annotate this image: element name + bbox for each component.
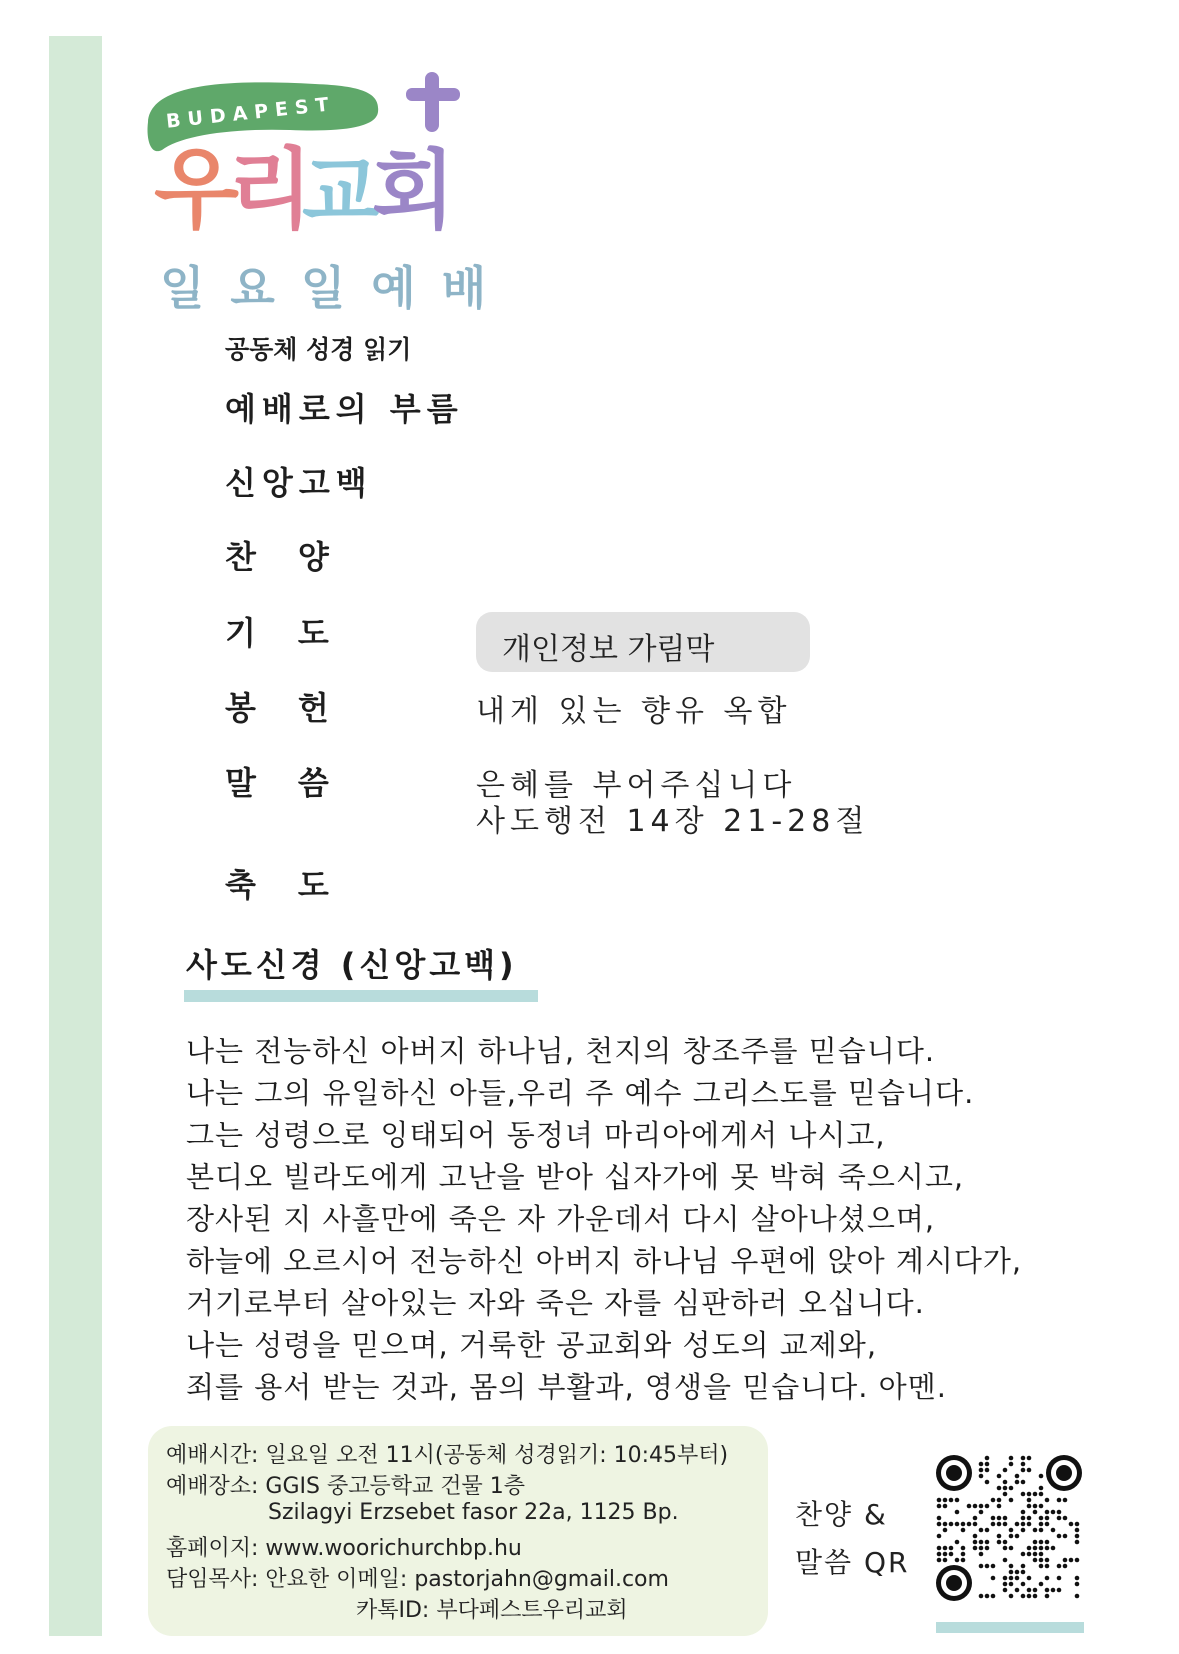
privacy-mask-label: 개인정보 가림막 <box>502 632 715 667</box>
order-sermon: 말씀 <box>225 764 371 802</box>
order-praise: 찬양 <box>225 538 371 576</box>
creed-title: 사도신경 (신앙고백) <box>186 946 518 984</box>
privacy-mask <box>476 612 810 672</box>
creed-line: 본디오 빌라도에게 고난을 받아 십자가에 못 박혀 죽으시고, <box>186 1160 965 1194</box>
qr-label-sermon: 말씀 QR <box>795 1546 910 1579</box>
creed-line: 하늘에 오르시어 전능하신 아버지 하나님 우편에 앉아 계시다가, <box>186 1244 1023 1278</box>
logo-city-text: BUDAPEST <box>165 93 337 133</box>
qr-code[interactable] <box>936 1455 1082 1601</box>
creed-line: 나는 전능하신 아버지 하나님, 천지의 창조주를 믿습니다. <box>186 1034 936 1068</box>
homepage-link[interactable]: 홈페이지: www.woorichurchbp.hu <box>166 1536 522 1561</box>
creed-text <box>186 1030 1022 1408</box>
creed-line: 나는 그의 유일하신 아들,우리 주 예수 그리스도를 믿습니다. <box>186 1076 975 1110</box>
creed-line: 죄를 용서 받는 것과, 몸의 부활과, 영생을 믿습니다. 아멘. <box>186 1370 947 1404</box>
sermon-scripture: 사도행전 14장 21-28절 <box>476 804 870 839</box>
pastor-contact: 담임목사: 안요한 이메일: pastorjahn@gmail.com <box>166 1567 669 1592</box>
order-prayer: 기도 <box>225 614 371 652</box>
creed-line: 나는 성령을 믿으며, 거룩한 공교회와 성도의 교제와, <box>186 1328 878 1362</box>
creed-line: 장사된 지 사흘만에 죽은 자 가운데서 다시 살아나셨으며, <box>186 1202 936 1236</box>
creed-line: 그는 성령으로 잉태되어 동정녀 마리아에게서 나시고, <box>186 1118 886 1152</box>
qr-underline <box>936 1622 1084 1633</box>
worship-time: 예배시간: 일요일 오전 11시(공동체 성경읽기: 10:45부터) <box>166 1443 729 1468</box>
offering-song: 내게 있는 향유 옥합 <box>476 694 792 729</box>
logo-char-4: 회 <box>372 141 456 241</box>
sidebar-stripe <box>49 36 102 1636</box>
service-title: 일요일예배 <box>160 261 513 315</box>
creed-line: 거기로부터 살아있는 자와 죽은 자를 심판하러 오십니다. <box>186 1286 925 1320</box>
order-call-to-worship: 예배로의 부름 <box>225 390 464 428</box>
order-benediction: 축도 <box>225 866 371 904</box>
sermon-title: 은혜를 부어주십니다 <box>476 768 797 803</box>
kakao-id: 카톡ID: 부다페스트우리교회 <box>356 1598 628 1623</box>
order-confession-of-faith: 신앙고백 <box>225 464 373 502</box>
worship-place: 예배장소: GGIS 중고등학교 건물 1층 <box>166 1474 525 1499</box>
logo-char-1: 우 <box>154 138 240 241</box>
creed-title-underline <box>184 990 538 1002</box>
logo-char-3: 교 <box>302 146 380 239</box>
order-community-reading: 공동체 성경 읽기 <box>225 335 412 364</box>
order-offering: 봉헌 <box>225 689 371 727</box>
logo-char-2: 리 <box>228 138 314 241</box>
church-logo <box>140 70 460 245</box>
worship-address: Szilagyi Erzsebet fasor 22a, 1125 Bp. <box>268 1500 679 1525</box>
qr-label-praise: 찬양 & <box>795 1498 888 1531</box>
